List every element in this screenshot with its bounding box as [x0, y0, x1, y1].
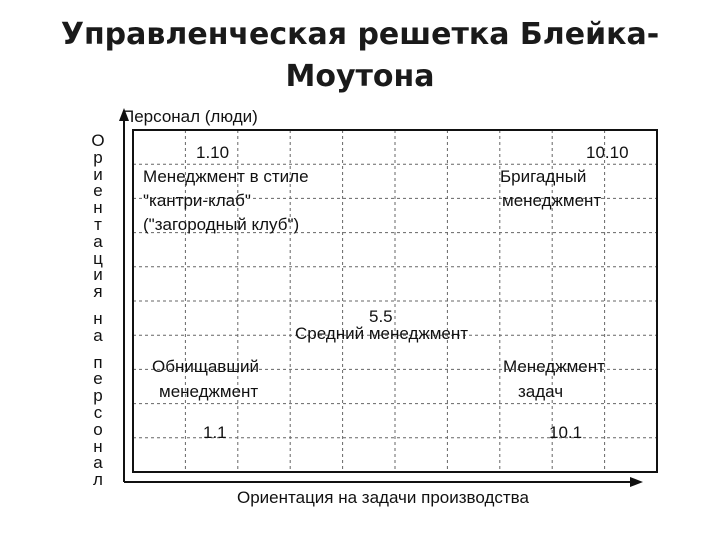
cell-label-task-line-2: задач: [518, 382, 564, 401]
x-axis-title: Ориентация на задачи производства: [237, 488, 529, 507]
slide-title-line-2: Моутона: [285, 59, 435, 94]
cell-label-impoverished-line-2: менеджмент: [159, 382, 259, 401]
y-axis-title: Персонал (люди): [122, 107, 258, 126]
x-axis-arrow-icon: [630, 477, 643, 487]
slide-title-line-1: Управленческая решетка Блейка-: [60, 17, 660, 52]
cell-label-middle: Средний менеджмент: [295, 324, 469, 343]
cell-code-5-5: 5.5: [369, 307, 393, 326]
cell-label-team-line-1: Бригадный: [500, 167, 587, 186]
cell-code-1-1: 1.1: [203, 423, 227, 442]
cell-code-10-10: 10.10: [586, 143, 629, 162]
cell-label-task-line-1: Менеджмент: [503, 357, 605, 376]
cell-code-10-1: 10.1: [549, 423, 583, 442]
cell-label-team-line-2: менеджмент: [502, 191, 602, 210]
cell-code-1-10: 1.10: [196, 143, 230, 162]
cell-label-country-club-line-1: Менеджмент в стиле: [143, 167, 309, 186]
cell-label-country-club-line-2: "кантри-клаб": [143, 191, 251, 210]
cell-label-impoverished-line-1: Обнищавший: [152, 357, 259, 376]
cell-label-country-club-line-3: ("загородный клуб"): [143, 215, 300, 234]
y-axis-side-label: О р и е н т а ц и я н а п е р с о н а л: [91, 131, 105, 490]
